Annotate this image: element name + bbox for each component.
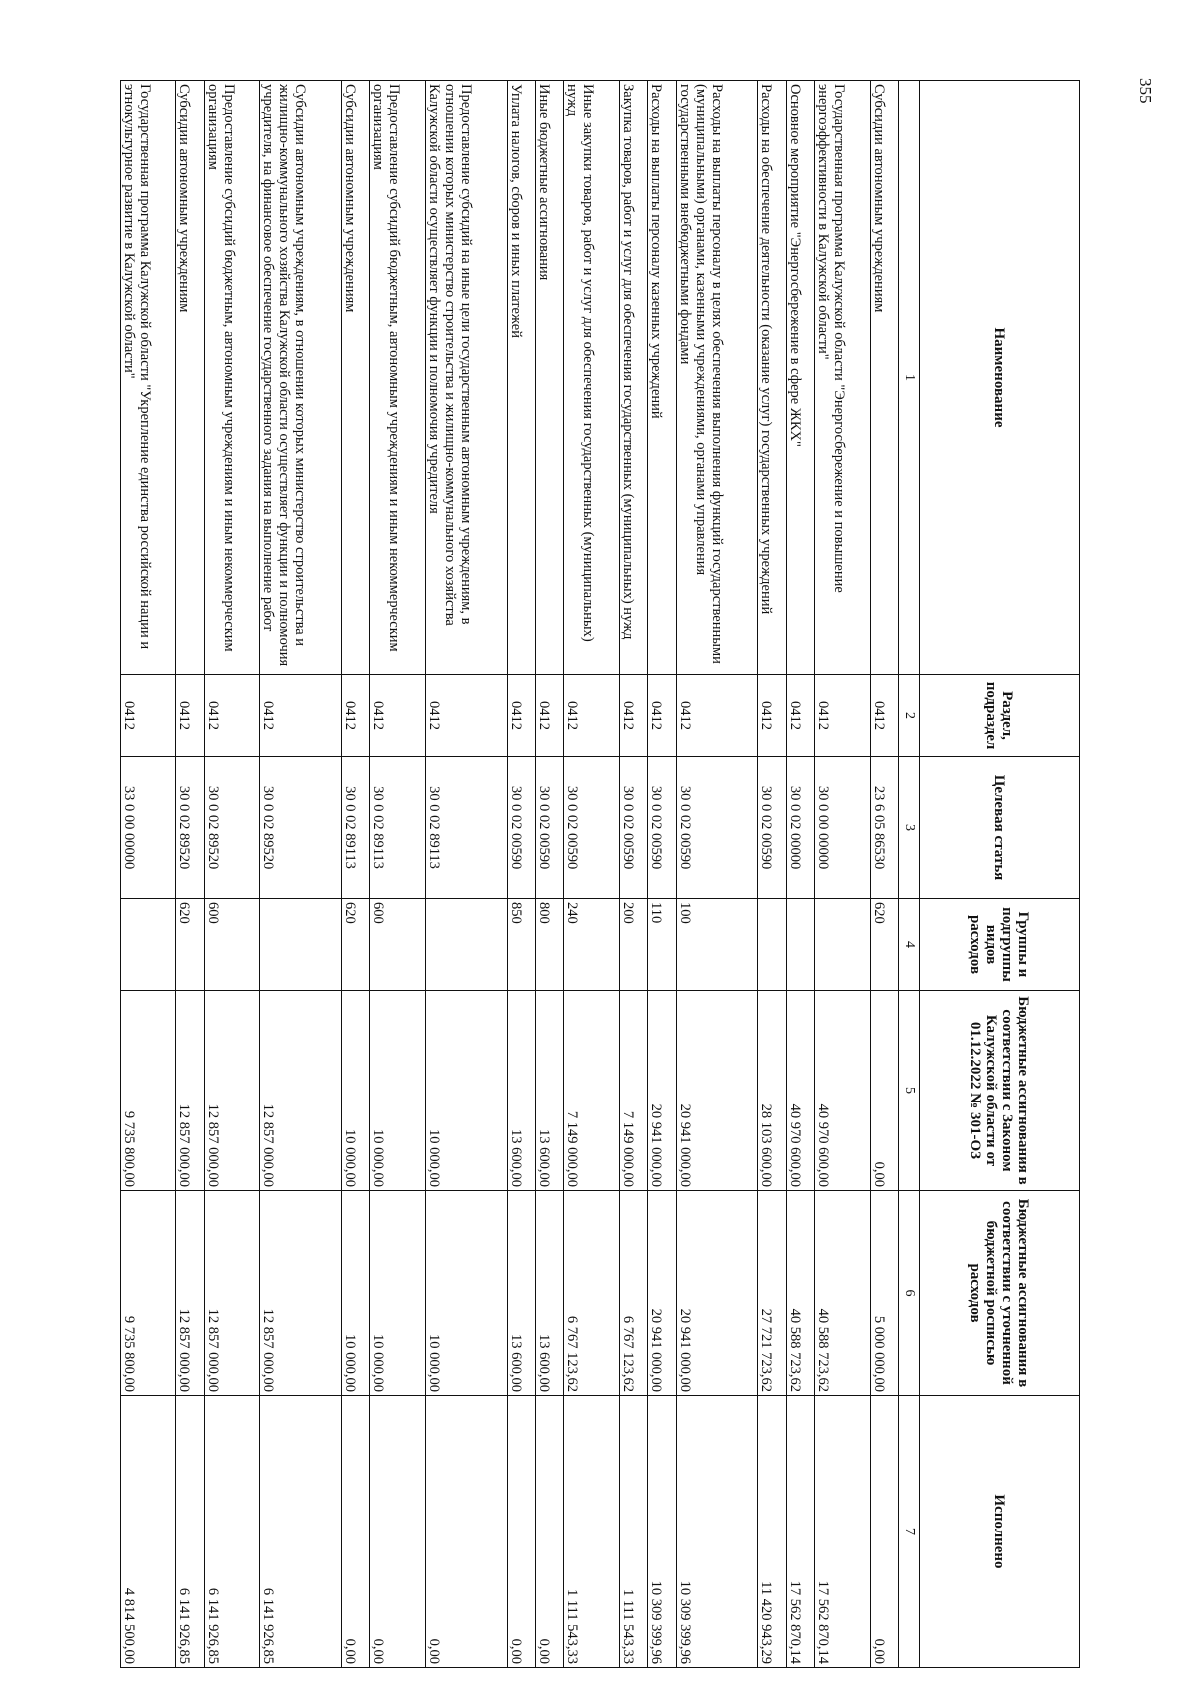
column-number: 1 <box>899 81 920 675</box>
row-roster-amount: 20 941 000,00 <box>648 1191 676 1396</box>
rotated-page-content <box>120 80 1080 1667</box>
row-expense-group: 110 <box>648 899 676 991</box>
row-roster-amount: 10 000,00 <box>370 1191 425 1396</box>
row-roster-amount: 13 600,00 <box>507 1191 535 1396</box>
row-target-article: 30 0 02 89520 <box>176 757 204 899</box>
budget-table <box>120 80 1080 1668</box>
row-section: 0412 <box>204 675 259 757</box>
row-roster-amount: 12 857 000,00 <box>259 1191 341 1396</box>
row-expense-group <box>121 899 176 991</box>
row-name: Предоставление субсидий на иные цели государственным автономным учреждениям, в отношении которых министерство строительства и жилищно-коммунального хозяйства Калужской области осуществляет функции и полномочия учредителя <box>425 81 507 675</box>
row-law-amount: 0,00 <box>870 991 898 1191</box>
row-name: Расходы на обеспечение деятельности (оказание услуг) государственных учреждений <box>758 81 786 675</box>
row-expense-group <box>786 899 814 991</box>
row-roster-amount: 27 721 723,62 <box>758 1191 786 1396</box>
row-roster-amount: 10 000,00 <box>425 1191 507 1396</box>
row-target-article: 30 0 02 89113 <box>425 757 507 899</box>
row-target-article: 30 0 02 00590 <box>648 757 676 899</box>
table-row <box>121 81 176 1668</box>
row-law-amount: 7 149 000,00 <box>619 991 647 1191</box>
row-executed-amount: 10 309 399,96 <box>648 1396 676 1668</box>
row-law-amount: 12 857 000,00 <box>204 991 259 1191</box>
row-section: 0412 <box>676 675 758 757</box>
row-target-article: 30 0 00 00000 <box>815 757 870 899</box>
row-expense-group <box>815 899 870 991</box>
row-law-amount: 40 970 600,00 <box>815 991 870 1191</box>
table-row <box>619 81 647 1668</box>
row-executed-amount: 0,00 <box>341 1396 369 1668</box>
header-name: Наименование <box>920 81 1080 675</box>
row-executed-amount: 0,00 <box>425 1396 507 1668</box>
table-row <box>648 81 676 1668</box>
row-law-amount: 10 000,00 <box>370 991 425 1191</box>
row-name: Иные закупки товаров, работ и услуг для обеспечения государственных (муниципальных) нужд <box>564 81 619 675</box>
row-section: 0412 <box>870 675 898 757</box>
row-law-amount: 40 970 600,00 <box>786 991 814 1191</box>
row-law-amount: 12 857 000,00 <box>259 991 341 1191</box>
row-target-article: 30 0 02 00590 <box>507 757 535 899</box>
row-section: 0412 <box>370 675 425 757</box>
row-target-article: 33 0 00 00000 <box>121 757 176 899</box>
table-row <box>425 81 507 1668</box>
row-name: Государственная программа Калужской области "Энергосбережение и повышение энергоэффективности в Калужской области" <box>815 81 870 675</box>
row-name: Иные бюджетные ассигнования <box>536 81 564 675</box>
row-executed-amount: 1 111 543,33 <box>619 1396 647 1668</box>
column-number: 2 <box>899 675 920 757</box>
column-number: 6 <box>899 1191 920 1396</box>
row-law-amount: 7 149 000,00 <box>564 991 619 1191</box>
row-executed-amount: 1 111 543,33 <box>564 1396 619 1668</box>
row-section: 0412 <box>259 675 341 757</box>
row-target-article: 30 0 02 00590 <box>758 757 786 899</box>
row-target-article: 30 0 02 89113 <box>370 757 425 899</box>
row-roster-amount: 20 941 000,00 <box>676 1191 758 1396</box>
header-executed: Исполнено <box>920 1396 1080 1668</box>
row-section: 0412 <box>121 675 176 757</box>
row-law-amount: 20 941 000,00 <box>676 991 758 1191</box>
row-target-article: 30 0 02 00590 <box>619 757 647 899</box>
row-name: Закупка товаров, работ и услуг для обеспечения государственных (муниципальных) нужд <box>619 81 647 675</box>
header-expense-groups: Группы и подгруппы видов расходов <box>920 899 1080 991</box>
header-target-article: Целевая статья <box>920 757 1080 899</box>
column-number: 5 <box>899 991 920 1191</box>
row-name: Государственная программа Калужской области "Укрепление единства российской нации и этнокультурное развитие в Калужской области" <box>121 81 176 675</box>
column-number: 7 <box>899 1396 920 1668</box>
row-executed-amount: 17 562 870,14 <box>786 1396 814 1668</box>
row-section: 0412 <box>648 675 676 757</box>
row-section: 0412 <box>564 675 619 757</box>
row-law-amount: 28 103 600,00 <box>758 991 786 1191</box>
row-executed-amount: 6 141 926,85 <box>259 1396 341 1668</box>
row-roster-amount: 6 767 123,62 <box>619 1191 647 1396</box>
row-expense-group: 850 <box>507 899 535 991</box>
header-roster-allocations: Бюджетные ассигнования в соответствии с уточненной бюджетной росписью расходов <box>920 1191 1080 1396</box>
table-row <box>786 81 814 1668</box>
table-row <box>204 81 259 1668</box>
header-law-allocations: Бюджетные ассигнования в соответствии с Законом Калужской области от 01.12.2022 № 301-ОЗ <box>920 991 1080 1191</box>
row-roster-amount: 10 000,00 <box>341 1191 369 1396</box>
row-roster-amount: 13 600,00 <box>536 1191 564 1396</box>
row-expense-group <box>758 899 786 991</box>
row-target-article: 30 0 02 00590 <box>536 757 564 899</box>
row-name: Предоставление субсидий бюджетным, автономным учреждениям и иным некоммерческим организациям <box>204 81 259 675</box>
table-row <box>536 81 564 1668</box>
table-row <box>564 81 619 1668</box>
table-row <box>341 81 369 1668</box>
row-expense-group: 240 <box>564 899 619 991</box>
row-law-amount: 13 600,00 <box>536 991 564 1191</box>
table-row <box>176 81 204 1668</box>
row-target-article: 30 0 02 89113 <box>341 757 369 899</box>
row-target-article: 30 0 02 00000 <box>786 757 814 899</box>
row-law-amount: 9 735 800,00 <box>121 991 176 1191</box>
row-name: Уплата налогов, сборов и иных платежей <box>507 81 535 675</box>
row-name: Расходы на выплаты персоналу в целях обеспечения выполнения функций государственными (муниципальными) органами, казенными учреждениями, органами управления государственными внебюджетными фондами <box>676 81 758 675</box>
table-row <box>370 81 425 1668</box>
row-name: Предоставление субсидий бюджетным, автономным учреждениям и иным некоммерческим организациям <box>370 81 425 675</box>
row-executed-amount: 0,00 <box>507 1396 535 1668</box>
page-number: 355 <box>1136 78 1155 104</box>
row-section: 0412 <box>619 675 647 757</box>
row-law-amount: 20 941 000,00 <box>648 991 676 1191</box>
row-executed-amount: 11 420 943,29 <box>758 1396 786 1668</box>
row-expense-group: 600 <box>204 899 259 991</box>
row-name: Субсидии автономным учреждениям, в отношении которых министерство строительства и жилищно-коммунального хозяйства Калужской области осуществляет функции и полномочия учредителя, на финансовое обеспечение государственного задания на выполнение работ <box>259 81 341 675</box>
row-executed-amount: 6 141 926,85 <box>176 1396 204 1668</box>
row-section: 0412 <box>815 675 870 757</box>
row-roster-amount: 6 767 123,62 <box>564 1191 619 1396</box>
column-number: 3 <box>899 757 920 899</box>
row-expense-group: 600 <box>370 899 425 991</box>
table-row <box>758 81 786 1668</box>
header-section: Раздел, подраздел <box>920 675 1080 757</box>
row-roster-amount: 9 735 800,00 <box>121 1191 176 1396</box>
row-roster-amount: 40 588 723,62 <box>786 1191 814 1396</box>
row-law-amount: 10 000,00 <box>341 991 369 1191</box>
row-expense-group <box>259 899 341 991</box>
row-expense-group: 620 <box>176 899 204 991</box>
row-target-article: 30 0 02 00590 <box>564 757 619 899</box>
row-roster-amount: 5 000 000,00 <box>870 1191 898 1396</box>
row-roster-amount: 12 857 000,00 <box>176 1191 204 1396</box>
row-executed-amount: 4 814 500,00 <box>121 1396 176 1668</box>
row-section: 0412 <box>786 675 814 757</box>
table-row <box>676 81 758 1668</box>
row-target-article: 23 6 05 86530 <box>870 757 898 899</box>
row-section: 0412 <box>425 675 507 757</box>
row-section: 0412 <box>758 675 786 757</box>
row-name: Расходы на выплаты персоналу казенных учреждений <box>648 81 676 675</box>
row-name: Субсидии автономным учреждениям <box>176 81 204 675</box>
row-roster-amount: 40 588 723,62 <box>815 1191 870 1396</box>
column-number: 4 <box>899 899 920 991</box>
row-name: Субсидии автономным учреждениям <box>870 81 898 675</box>
row-section: 0412 <box>507 675 535 757</box>
row-expense-group: 200 <box>619 899 647 991</box>
row-target-article: 30 0 02 89520 <box>259 757 341 899</box>
row-executed-amount: 6 141 926,85 <box>204 1396 259 1668</box>
row-name: Субсидии автономным учреждениям <box>341 81 369 675</box>
row-executed-amount: 0,00 <box>536 1396 564 1668</box>
row-section: 0412 <box>536 675 564 757</box>
row-expense-group: 620 <box>870 899 898 991</box>
row-law-amount: 13 600,00 <box>507 991 535 1191</box>
row-roster-amount: 12 857 000,00 <box>204 1191 259 1396</box>
row-section: 0412 <box>176 675 204 757</box>
row-executed-amount: 10 309 399,96 <box>676 1396 758 1668</box>
row-executed-amount: 0,00 <box>370 1396 425 1668</box>
row-expense-group: 620 <box>341 899 369 991</box>
table-row <box>870 81 898 1668</box>
table-row <box>259 81 341 1668</box>
row-law-amount: 12 857 000,00 <box>176 991 204 1191</box>
row-law-amount: 10 000,00 <box>425 991 507 1191</box>
row-target-article: 30 0 02 89520 <box>204 757 259 899</box>
row-executed-amount: 0,00 <box>870 1396 898 1668</box>
row-section: 0412 <box>341 675 369 757</box>
table-row <box>507 81 535 1668</box>
row-name: Основное мероприятие "Энергосбережение в сфере ЖКХ" <box>786 81 814 675</box>
row-expense-group: 100 <box>676 899 758 991</box>
row-executed-amount: 17 562 870,14 <box>815 1396 870 1668</box>
table-row <box>815 81 870 1668</box>
row-expense-group: 800 <box>536 899 564 991</box>
row-expense-group <box>425 899 507 991</box>
row-target-article: 30 0 02 00590 <box>676 757 758 899</box>
